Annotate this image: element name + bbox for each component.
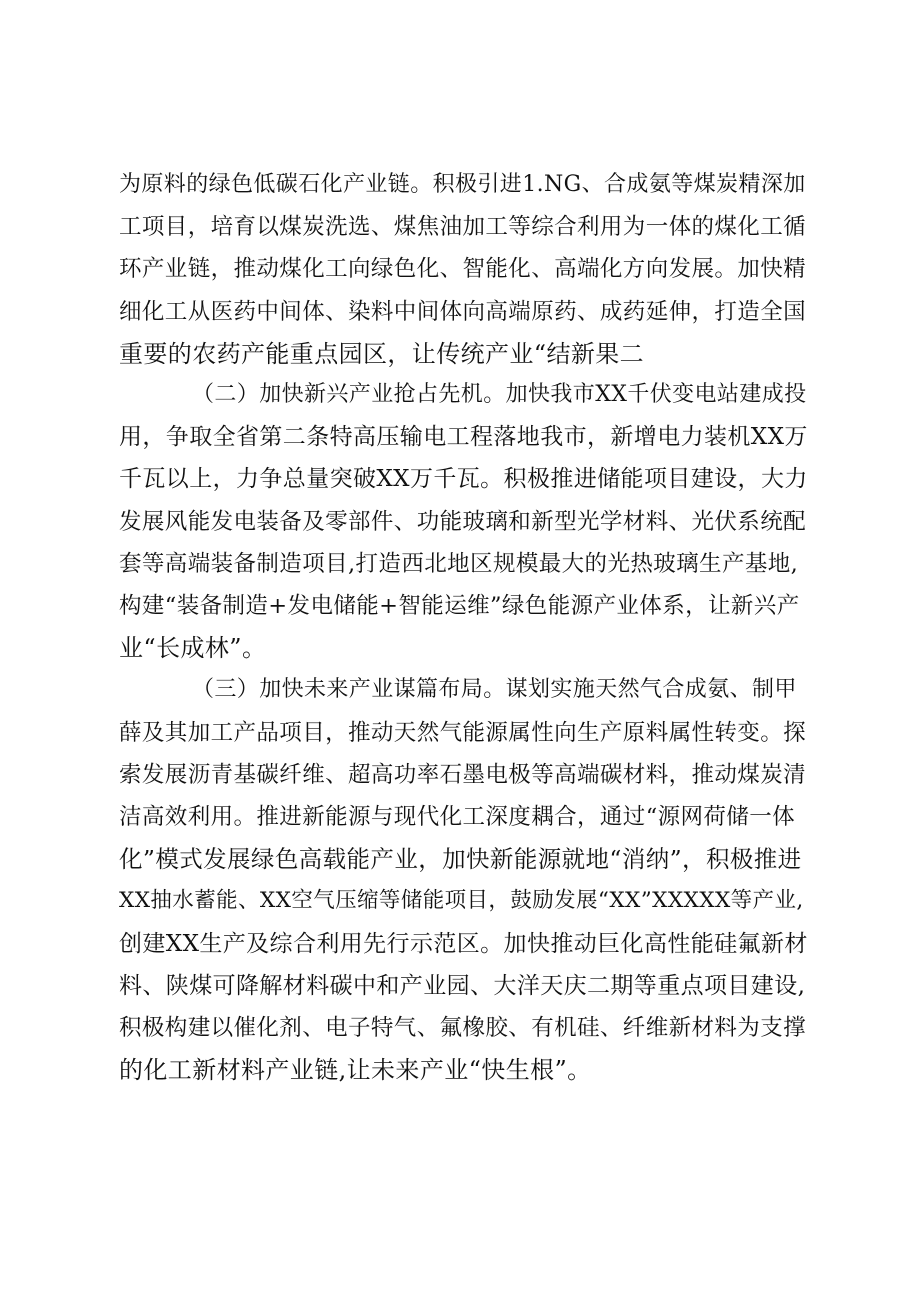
- paragraph-2-line-3: 千瓦以上，力争总量突破XX万千瓦。积极推进储能项目建设，大力: [119, 466, 808, 492]
- paragraph-2-line-1: （二）加快新兴产业抢占先机。加快我市XX千伏变电站建成投: [192, 382, 807, 407]
- paragraph-2-line-4: 发展风能发电装备及零部件、功能玻璃和新型光学材料、光伏系统配: [119, 509, 807, 535]
- paragraph-1-line-5: 重要的农药产能重点园区，让传统产业“结新果二: [119, 340, 645, 368]
- paragraph-3-line-5: 化”模式发展绿色高载能产业，加快新能源就地“消纳”，积极推进: [119, 845, 802, 873]
- paragraph-1-line-4: 细化工从医药中间体、染料中间体向高端原药、成药延伸，打造全国: [119, 299, 807, 325]
- paragraph-3-line-1: （三）加快未来产业谋篇布局。谋划实施天然气合成氨、制甲: [192, 677, 797, 702]
- paragraph-2-line-6: 构建“装备制造+发电储能+智能运维”绿色能源产业体系，让新兴产: [119, 593, 800, 619]
- paragraph-3-line-4: 洁高效利用。推进新能源与现代化工深度耦合，通过“源网荷储一体: [119, 804, 796, 830]
- paragraph-2-line-2: 用，争取全省第二条特高压输电工程落地我市，新增电力装机XX万: [119, 424, 808, 450]
- paragraph-3-line-6: XX抽水蓄能、XX空气压缩等储能项目，鼓励发展“XX”XXXXX等产业,: [119, 888, 804, 913]
- paragraph-3-line-7: 创建XX生产及综合利用先行示范区。加快推动巨化高性能硅氟新材: [119, 931, 808, 957]
- paragraph-3-line-9: 积极构建以催化剂、电子特气、氟橡胶、有机硅、纤维新材料为支撑: [119, 1015, 807, 1041]
- paragraph-3-line-3: 索发展沥青基碳纤维、超高功率石墨电极等高端碳材料，推动煤炭清: [119, 762, 807, 788]
- paragraph-3-line-10: 的化工新材料产业链,让未来产业“快生根”。: [119, 1056, 592, 1084]
- paragraph-1-line-3: 环产业链，推动煤化工向绿色化、智能化、高端化方向发展。加快精: [119, 256, 807, 282]
- paragraph-1-line-2: 工项目，培育以煤炭洗选、煤焦油加工等综合利用为一体的煤化工循: [119, 214, 807, 240]
- paragraph-3-line-2: 薛及其加工产品项目，推动天然气能源属性向生产原料属性转变。探: [119, 720, 807, 746]
- paragraph-3-line-8: 料、陕煤可降解材料碳中和产业园、大洋天庆二期等重点项目建设,: [119, 973, 806, 999]
- paragraph-2-line-7: 业“长成林”。: [119, 634, 267, 662]
- paragraph-1-line-1: 为原料的绿色低碳石化产业链。积极引进1.NG、合成氨等煤炭精深加: [119, 172, 806, 197]
- paragraph-2-line-5: 套等高端装备制造项目,打造西北地区规模最大的光热玻璃生产基地,: [119, 551, 799, 577]
